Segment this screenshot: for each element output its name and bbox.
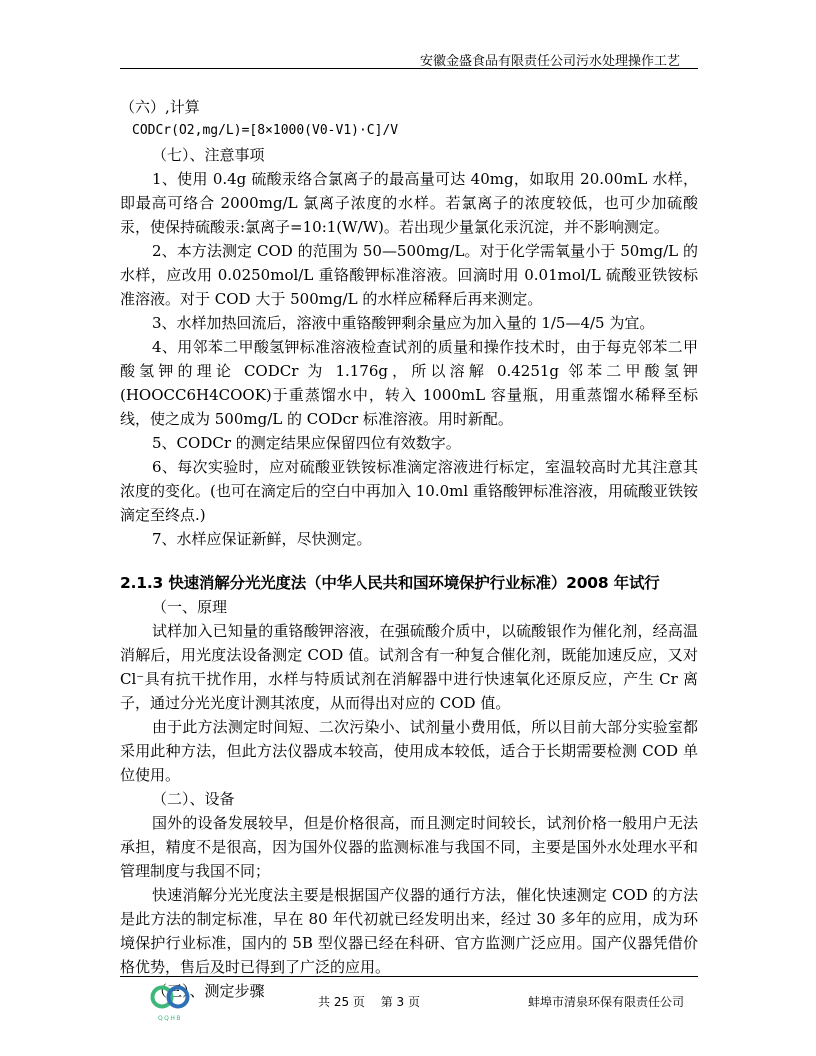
equipment-heading: （二）、设备	[152, 790, 235, 808]
note-5: 5、CODCr 的测定结果应保留四位有效数字。	[152, 434, 461, 452]
footer-company: 蚌埠市清泉环保有限责任公司	[527, 995, 684, 1009]
note-6: 6、每次实验时，应对硫酸亚铁铵标准滴定溶液进行标定，室温较高时尤其注意其浓度的变化。(也可在滴定后的空白中再加入 10.0ml 重铬酸钾标准溶液，用硫酸亚铁铵滴定至终点.)	[120, 458, 698, 524]
equipment-paragraph-1: 国外的设备发展较早，但是价格很高，而且测定时间较长，试剂价格一般用户无法承担，精度不是很高，因为国外仪器的监测标准与我国不同，主要是国外水处理水平和管理制度与我国不同；	[120, 814, 698, 880]
note-7: 7、水样应保证新鲜，尽快测定。	[152, 530, 372, 548]
section-title: 2.1.3 快速消解分光光度法（中华人民共和国环境保护行业标准）2008 年试行	[120, 574, 660, 592]
logo-text: QQHB	[157, 1015, 183, 1022]
header-divider	[120, 68, 698, 69]
principle-paragraph-1: 试样加入已知量的重铬酸钾溶液，在强硫酸介质中，以硫酸银作为催化剂，经高温消解后，用光度法设备测定 COD 值。试剂含有一种复合催化剂，既能加速反应，又对 Cl⁻具有抗干扰作用，水样与特质试剂在消解器中进行快速氧化还原反应，产生 Cr 离子，通过分光光度计测其浓度，从而得出对应的 COD 值。	[120, 622, 698, 712]
cod-formula: CODCr(O2,mg/L)=[8×1000(V0-V1)·C]/V	[132, 123, 399, 138]
principle-heading: （一、原理	[152, 598, 228, 616]
header-title: 安徽金盛食品有限责任公司污水处理操作工艺	[419, 54, 680, 69]
note-1: 1、使用 0.4g 硫酸汞络合氯离子的最高量可达 40mg，如取用 20.00mL 水样，即最高可络合 2000mg/L 氯离子浓度的水样。若氯离子的浓度较低，也可少加硫酸汞，使保持硫酸汞:氯离子=10:1(W/W)。若出现少量氯化汞沉淀，并不影响测定。	[120, 170, 698, 236]
company-logo	[148, 983, 192, 1023]
calc-heading: （六）,计算	[120, 98, 200, 116]
note-3: 3、水样加热回流后，溶液中重铬酸钾剩余量应为加入量的 1/5—4/5 为宜。	[152, 314, 655, 332]
steps-heading: （三）、测定步骤	[152, 982, 265, 1000]
note-4: 4、用邻苯二甲酸氢钾标准溶液检查试剂的质量和操作技术时，由于每克邻苯二甲酸氢钾的理论 CODCr 为 1.176g，所以溶解 0.4251g 邻苯二甲酸氢钾(HOOCC6H4COOK)于重蒸馏水中，转入 1000mL 容量瓶，用重蒸馏水稀释至标线，使之成为 500mg/L 的 CODcr 标准溶液。用时新配。	[120, 338, 698, 428]
principle-paragraph-2: 由于此方法测定时间短、二次污染小、试剂量小费用低，所以目前大部分实验室都采用此种方法，但此方法仪器成本较高，使用成本较低，适合于长期需要检测 COD 单位使用。	[120, 718, 698, 784]
note-2: 2、本方法测定 COD 的范围为 50—500mg/L。对于化学需氧量小于 50mg/L 的水样，应改用 0.0250mol/L 重铬酸钾标准溶液。回滴时用 0.01mol/L 硫酸亚铁铵标准溶液。对于 COD 大于 500mg/L 的水样应稀释后再来测定。	[120, 242, 698, 308]
document-body	[120, 95, 698, 1003]
notes-heading: （七）、注意事项	[152, 146, 265, 164]
footer-divider	[120, 976, 698, 977]
page-info: 共 25 页 第 3 页	[318, 995, 420, 1009]
equipment-paragraph-2: 快速消解分光光度法主要是根据国产仪器的通行方法，催化快速测定 COD 的方法是此方法的制定标准，早在 80 年代初就已经发明出来，经过 30 多年的应用，成为环境保护行业标准，国内的 5B 型仪器已经在科研、官方监测广泛应用。国产仪器凭借价格优势，售后及时已得到了广泛的应用。	[120, 886, 698, 976]
